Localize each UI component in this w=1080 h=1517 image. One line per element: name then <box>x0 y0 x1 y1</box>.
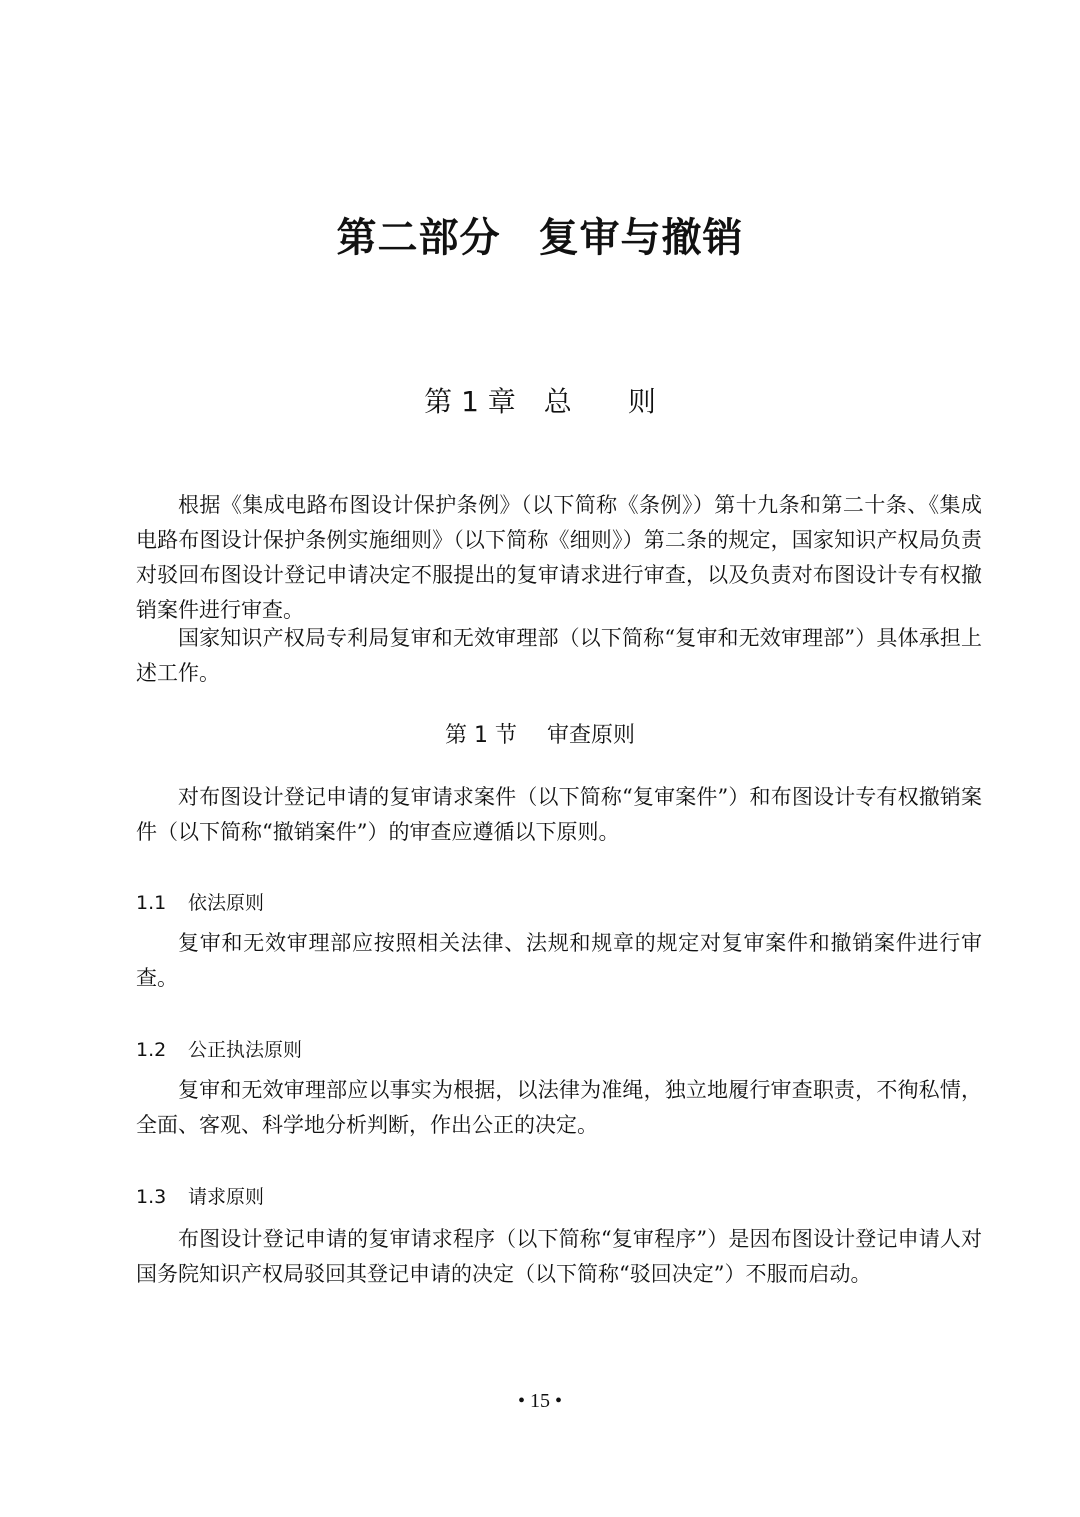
part-number: 第二部分 <box>336 214 501 261</box>
subsection-title: 请求原则 <box>188 1186 265 1208</box>
chapter-title <box>0 380 1080 420</box>
chapter-number: 第 1 章 <box>424 385 516 418</box>
part-name: 复审与撤销 <box>538 214 744 261</box>
subsection-text-1-3: 布图设计登记申请的复审请求程序（以下简称“复审程序”）是因布图设计登记申请人对国务院知识产权局驳回其登记申请的决定（以下简称“驳回决定”）不服而启动。 <box>136 1227 982 1286</box>
subsection-title: 依法原则 <box>188 892 265 914</box>
section-title <box>0 718 1080 749</box>
subsection-text-1-2: 复审和无效审理部应以事实为根据，以法律为准绳，独立地履行审查职责，不徇私情，全面、客观、科学地分析判断，作出公正的决定。 <box>136 1078 982 1137</box>
subsection-text-1-1: 复审和无效审理部应按照相关法律、法规和规章的规定对复审案件和撤销案件进行审查。 <box>136 931 982 990</box>
subsection-heading-1-3 <box>136 1182 264 1209</box>
page-number: • 15 • <box>517 1390 562 1412</box>
intro-paragraph-1: 根据《集成电路布图设计保护条例》（以下简称《条例》）第十九条和第二十条、《集成电路布图设计保护条例实施细则》（以下简称《细则》）第二条的规定，国家知识产权局负责对驳回布图设计登记申请决定不服提出的复审请求进行审查，以及负责对布图设计专有权撤销案件进行审查。 <box>136 493 982 622</box>
subsection-heading-1-1 <box>136 888 264 915</box>
section-name: 审查原则 <box>546 723 635 748</box>
part-title <box>0 206 1080 263</box>
chapter-name-first-char: 总 <box>543 385 572 418</box>
subsection-heading-1-2 <box>136 1035 302 1062</box>
subsection-number: 1.2 <box>136 1039 167 1061</box>
subsection-number: 1.3 <box>136 1186 167 1208</box>
section-number: 第 1 节 <box>445 723 517 748</box>
subsection-number: 1.1 <box>136 892 167 914</box>
section-intro-paragraph: 对布图设计登记申请的复审请求案件（以下简称“复审案件”）和布图设计专有权撤销案件（以下简称“撤销案件”）的审查应遵循以下原则。 <box>136 785 982 844</box>
subsection-title: 公正执法原则 <box>188 1039 303 1061</box>
intro-paragraph-2: 国家知识产权局专利局复审和无效审理部（以下简称“复审和无效审理部”）具体承担上述工作。 <box>136 626 982 685</box>
chapter-name-second-char: 则 <box>627 385 656 418</box>
